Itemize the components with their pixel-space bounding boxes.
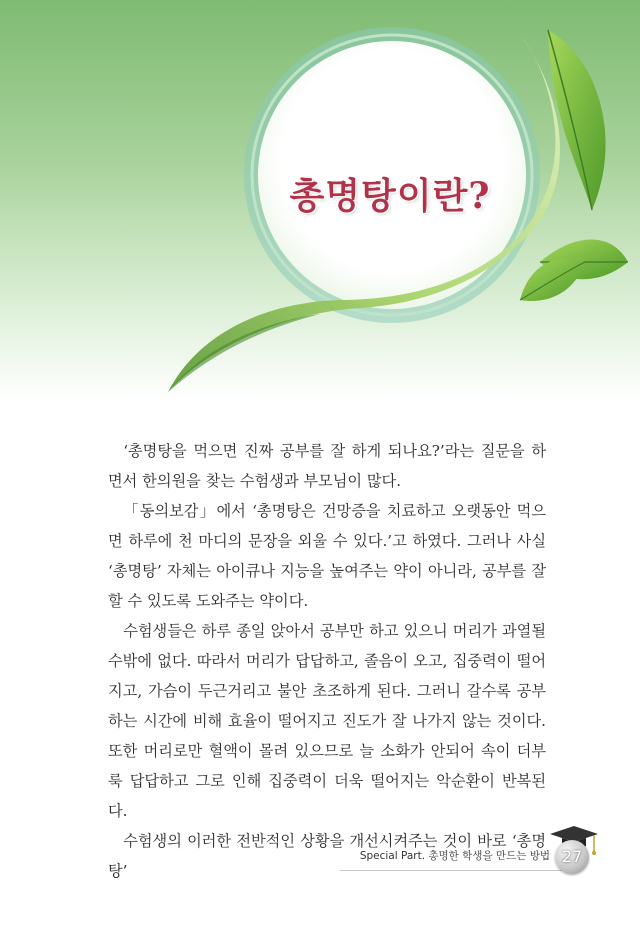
paragraph: 수험생들은 하루 종일 앉아서 공부만 하고 있으니 머리가 과열될 수밖에 없다. 따라서 머리가 답답하고, 졸음이 오고, 집중력이 떨어지고, 가슴이 두근거리고 불안 초조하게 된다. 그러니 갈수록 공부하는 시간에 비해 효율이 떨어지고 진도가 잘 나가지 않는 것이다. 또한 머리로만 혈액이 몰려 있으므로 늘 소화가 안되어 속이 더부룩 답답하고 그로 인해 집중력이 더욱 떨어지는 악순환이 반복된다. xyxy=(108,622,546,820)
paragraph: ‘총명탕을 먹으면 진짜 공부를 잘 하게 되나요?’라는 질문을 하면서 한의원을 찾는 수험생과 부모님이 많다. xyxy=(108,442,546,490)
page-title: 총명탕이란? xyxy=(289,175,491,217)
body-text xyxy=(108,436,546,886)
paragraph: 「동의보감」에서 ‘총명탕은 건망증을 치료하고 오랫동안 먹으면 하루에 천 마디의 문장을 외울 수 있다.’고 하였다. 그러나 사실 ‘총명탕’ 자체는 아이큐나 지능을 높여주는 약이 아니라, 공부를 잘 할 수 있도록 도와주는 약이다. xyxy=(108,502,546,610)
footer-caption: Special Part. 총명한 학생을 만드는 방법 xyxy=(359,850,550,862)
footer-divider xyxy=(340,870,572,871)
page-number: 27 xyxy=(555,840,589,874)
paragraph: 수험생의 이러한 전반적인 상황을 개선시켜주는 것이 바로 ‘총명탕’ xyxy=(108,832,546,880)
